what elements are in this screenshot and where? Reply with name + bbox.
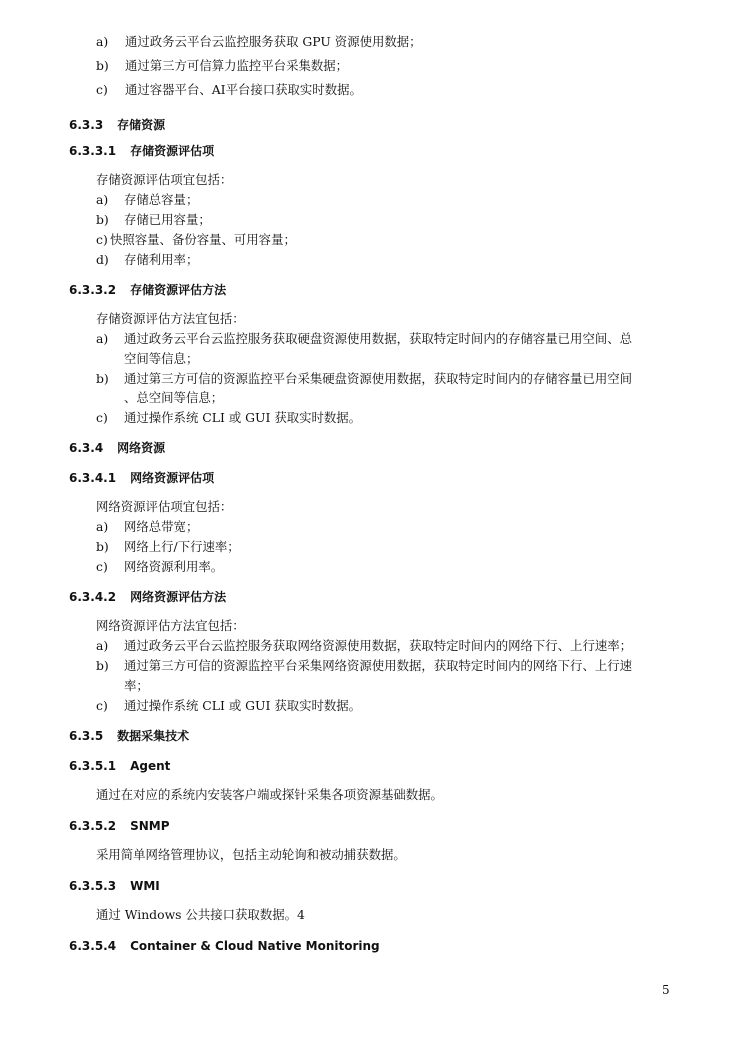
section-number: 6.3.5 <box>69 729 104 743</box>
list-item-continuation: 、总空间等信息； <box>124 390 224 405</box>
section-number: 6.3.4 <box>69 441 104 455</box>
section-heading <box>69 728 189 744</box>
section-heading <box>69 117 165 133</box>
paragraph: 网络资源评估项宜包括： <box>96 499 233 514</box>
section-number: 6.3.3.1 <box>69 144 117 158</box>
list-label: d) <box>96 252 109 267</box>
section-number: 6.3.4.1 <box>69 471 117 485</box>
list-item-text: 通过第三方可信算力监控平台采集数据； <box>125 58 349 73</box>
paragraph: 存储资源评估项宜包括： <box>96 172 233 187</box>
subsection-heading <box>69 143 214 159</box>
list-item-text: 通过容器平台、AI平台接口获取实时数据。 <box>125 82 362 97</box>
section-number: 6.3.5.3 <box>69 879 117 893</box>
list-label: a) <box>96 192 109 207</box>
section-number: 6.3.3.2 <box>69 283 117 297</box>
section-title: 存储资源 <box>117 118 166 132</box>
page-number: 5 <box>662 983 670 997</box>
list-item-text: 存储总容量； <box>124 192 199 207</box>
list-item-text: 网络资源利用率。 <box>124 559 224 574</box>
list-item-text: 通过操作系统 CLI 或 GUI 获取实时数据。 <box>124 410 362 425</box>
section-title: 网络资源评估项 <box>130 471 215 485</box>
list-item-continuation: 空间等信息； <box>124 351 199 366</box>
list-item-text: 存储已用容量； <box>124 212 211 227</box>
list-label: a) <box>96 638 109 653</box>
list-item <box>96 58 109 74</box>
section-number: 6.3.5.2 <box>69 819 117 833</box>
list-label: a) <box>96 519 109 534</box>
section-title: 数据采集技术 <box>117 729 190 743</box>
section-title: 存储资源评估方法 <box>130 283 227 297</box>
list-label: b) <box>96 658 109 673</box>
list-label: c) <box>96 232 108 247</box>
subsection-heading <box>69 470 214 486</box>
paragraph: 通过 Windows 公共接口获取数据。4 <box>96 907 305 922</box>
list-label: c) <box>96 410 108 425</box>
list-item-text: 通过第三方可信的资源监控平台采集网络资源使用数据，获取特定时间内的网络下行、上行速 <box>124 658 633 673</box>
list-item-text: 通过第三方可信的资源监控平台采集硬盘资源使用数据，获取特定时间内的存储容量已用空间 <box>124 371 633 386</box>
section-number: 6.3.4.2 <box>69 590 117 604</box>
section-title: 存储资源评估项 <box>130 144 215 158</box>
list-item <box>96 34 108 50</box>
list-item-text: 快照容量、备份容量、可用容量； <box>110 232 296 247</box>
paragraph: 采用简单网络管理协议，包括主动轮询和被动捕获数据。 <box>96 847 406 862</box>
list-item-text: 存储利用率； <box>124 252 199 267</box>
subsection-heading <box>69 282 226 298</box>
list-label: c) <box>96 559 108 574</box>
list-label: a) <box>96 34 109 49</box>
subsection-heading <box>69 878 160 894</box>
list-label: b) <box>96 212 109 227</box>
section-number: 6.3.5.1 <box>69 759 117 773</box>
list-item-text: 网络上行/下行速率； <box>124 539 240 554</box>
section-title: 网络资源 <box>117 441 166 455</box>
paragraph: 通过在对应的系统内安装客户端或探针采集各项资源基础数据。 <box>96 787 443 802</box>
list-label: c) <box>96 698 108 713</box>
list-label: c) <box>96 82 108 97</box>
list-label: b) <box>96 371 109 386</box>
paragraph: 存储资源评估方法宜包括： <box>96 311 245 326</box>
list-label: b) <box>96 58 109 73</box>
paragraph: 网络资源评估方法宜包括： <box>96 618 245 633</box>
subsection-heading <box>69 938 380 954</box>
list-item-text: 通过政务云平台云监控服务获取 GPU 资源使用数据； <box>125 34 422 49</box>
list-item-text: 通过操作系统 CLI 或 GUI 获取实时数据。 <box>124 698 362 713</box>
subsection-heading <box>69 589 226 605</box>
list-item-text: 网络总带宽； <box>124 519 199 534</box>
list-label: b) <box>96 539 109 554</box>
section-title: SNMP <box>130 819 170 833</box>
subsection-heading <box>69 758 170 774</box>
section-title: WMI <box>130 879 160 893</box>
list-item <box>96 82 108 98</box>
section-number: 6.3.3 <box>69 118 104 132</box>
section-title: Container & Cloud Native Monitoring <box>130 939 380 953</box>
list-item-text: 通过政务云平台云监控服务获取网络资源使用数据，获取特定时间内的网络下行、上行速率； <box>124 638 633 653</box>
section-heading <box>69 440 165 456</box>
subsection-heading <box>69 818 170 834</box>
section-title: 网络资源评估方法 <box>130 590 227 604</box>
list-label: a) <box>96 331 109 346</box>
section-title: Agent <box>130 759 171 773</box>
section-number: 6.3.5.4 <box>69 939 117 953</box>
list-item-text: 通过政务云平台云监控服务获取硬盘资源使用数据，获取特定时间内的存储容量已用空间、总 <box>124 331 633 346</box>
list-item-continuation: 率； <box>124 678 149 693</box>
